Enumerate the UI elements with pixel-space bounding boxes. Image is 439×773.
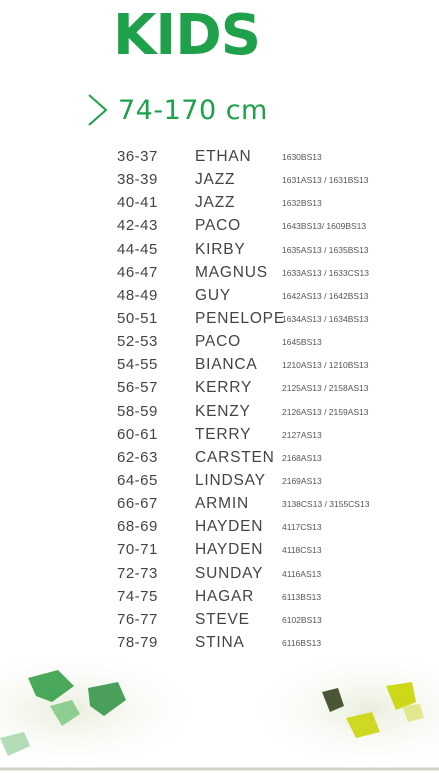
size-value: 50-51: [117, 309, 158, 327]
article-code: 1630BS13: [282, 152, 322, 162]
model-name: SUNDAY: [195, 564, 264, 582]
model-name: STEVE: [195, 610, 250, 628]
size-range-heading: [86, 90, 268, 130]
article-code: 6102BS13: [282, 614, 322, 625]
model-name: ETHAN: [195, 148, 252, 165]
article-code: 1643BS13/ 1609BS13: [282, 221, 367, 232]
model-name: HAYDEN: [195, 541, 264, 559]
size-value: 52-53: [117, 333, 158, 351]
model-name: ARMIN: [195, 495, 249, 513]
size-value: 60-61: [117, 425, 158, 443]
leaf-decoration: [0, 640, 439, 773]
size-value: 68-69: [117, 518, 158, 536]
article-code: 3138CS13 / 3155CS13: [282, 499, 370, 510]
model-name: KERRY: [195, 379, 253, 397]
model-name: BIANCA: [195, 356, 258, 374]
article-code: 2168AS13: [282, 452, 322, 463]
model-name: HAGAR: [195, 587, 255, 605]
article-code: 4118CS13: [282, 545, 322, 556]
model-name: GUY: [195, 286, 231, 304]
article-code: 6116BS13: [282, 637, 322, 648]
model-name: TERRY: [195, 425, 252, 443]
model-name: KIRBY: [195, 240, 246, 258]
article-code: 4116AS13: [282, 568, 322, 579]
size-range-label: 74-170 cm: [118, 94, 268, 126]
size-value: 70-71: [117, 541, 158, 559]
size-value: 76-77: [117, 610, 158, 628]
size-value: 36-37: [117, 148, 158, 165]
size-value: 40-41: [117, 194, 158, 212]
size-value: 62-63: [117, 448, 158, 466]
size-value: 72-73: [117, 564, 158, 582]
chevron-right-icon: [86, 92, 110, 128]
article-code: 1634AS13 / 1634BS13: [282, 313, 369, 324]
article-code: 1633AS13 / 1633CS13: [282, 267, 369, 278]
size-value: 74-75: [117, 587, 158, 605]
article-code: 2127AS13: [282, 429, 322, 440]
page-title: KIDS: [113, 3, 261, 68]
model-name: CARSTEN: [195, 448, 275, 466]
model-name: JAZZ: [195, 171, 236, 189]
article-code: 1210AS13 / 1210BS13: [282, 360, 369, 371]
model-name: HAYDEN: [195, 518, 264, 536]
article-code: 1642AS13 / 1642BS13: [282, 290, 369, 301]
article-code: 1635AS13 / 1635BS13: [282, 244, 369, 255]
model-name: PENELOPE: [195, 309, 285, 327]
size-value: 56-57: [117, 379, 158, 397]
model-name: JAZZ: [195, 194, 236, 212]
article-code: 2125AS13 / 2158AS13: [282, 383, 369, 394]
size-value: 42-43: [117, 217, 158, 235]
size-value: 58-59: [117, 402, 158, 420]
size-value: 54-55: [117, 356, 158, 374]
size-value: 78-79: [117, 633, 158, 651]
article-code: 1631AS13 / 1631BS13: [282, 175, 369, 186]
size-value: 64-65: [117, 471, 158, 489]
article-code: 1632BS13: [282, 198, 322, 209]
size-value: 44-45: [117, 240, 158, 258]
model-name: KENZY: [195, 402, 251, 420]
model-name: MAGNUS: [195, 263, 268, 281]
size-value: 46-47: [117, 263, 158, 281]
article-code: 1645BS13: [282, 337, 322, 348]
model-name: LINDSAY: [195, 471, 266, 489]
model-name: PACO: [195, 333, 241, 351]
article-code: 2169AS13: [282, 475, 322, 486]
size-value: 66-67: [117, 495, 158, 513]
size-value: 48-49: [117, 286, 158, 304]
size-value: 38-39: [117, 171, 158, 189]
article-code: 6113BS13: [282, 591, 322, 602]
model-name: STINA: [195, 633, 245, 651]
article-code: 2126AS13 / 2159AS13: [282, 406, 369, 417]
article-code: 4117CS13: [282, 522, 322, 533]
model-name: PACO: [195, 217, 241, 235]
